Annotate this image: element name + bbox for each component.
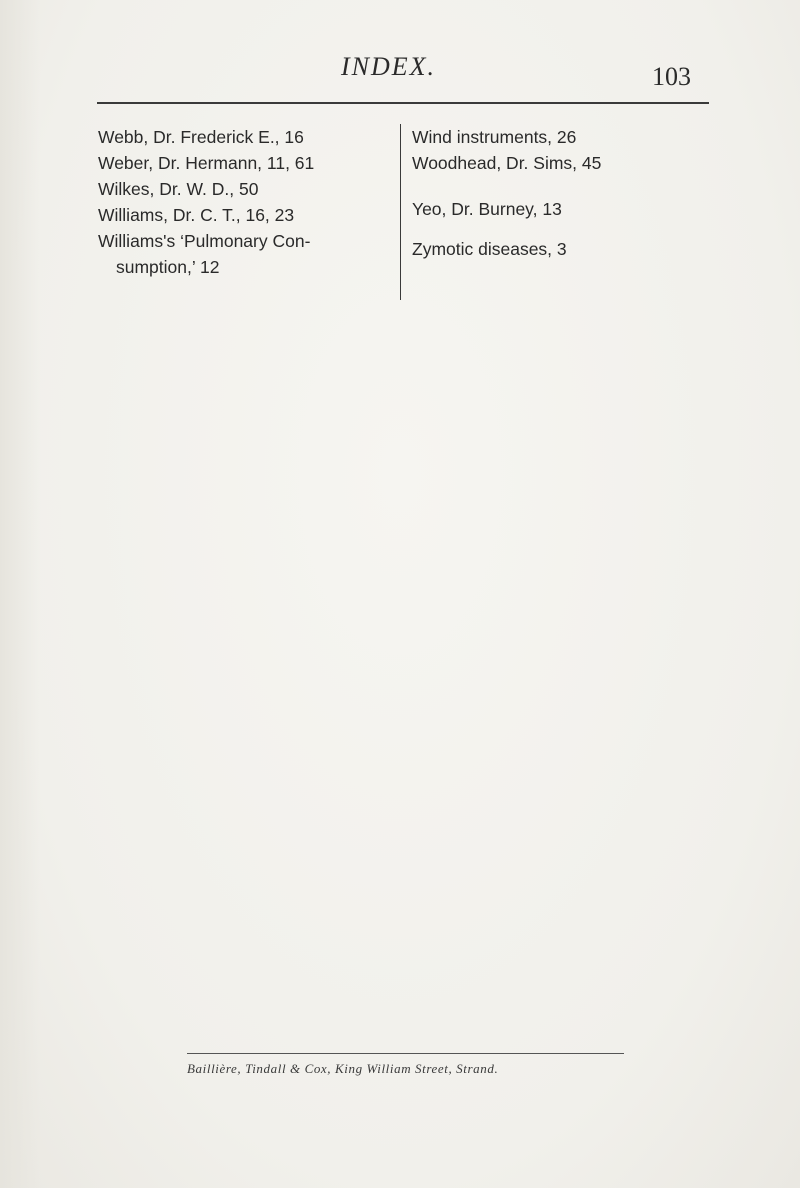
index-entry-continuation: sumption,’ 12 — [116, 257, 220, 277]
page-gutter-shadow — [0, 0, 40, 1188]
index-column-right — [412, 124, 702, 262]
page-number: 103 — [652, 62, 691, 91]
index-entry: Yeo, Dr. Burney, 13 — [412, 199, 562, 219]
index-entry: Williams's ‘Pulmonary Con- — [98, 231, 311, 251]
index-entry: Zymotic diseases, 3 — [412, 239, 567, 259]
running-title: INDEX. — [341, 52, 437, 81]
index-entry: Wilkes, Dr. W. D., 50 — [98, 179, 259, 199]
imprint-rule — [187, 1053, 624, 1054]
column-divider — [400, 124, 401, 300]
printer-imprint: Baillière, Tindall & Cox, King William Street, Strand. — [187, 1061, 499, 1076]
index-entry: Webb, Dr. Frederick E., 16 — [98, 127, 304, 147]
index-entry: Woodhead, Dr. Sims, 45 — [412, 153, 602, 173]
header-rule — [97, 102, 709, 104]
index-entry: Wind instruments, 26 — [412, 127, 577, 147]
index-entry: Weber, Dr. Hermann, 11, 61 — [98, 153, 315, 173]
index-entry: Williams, Dr. C. T., 16, 23 — [98, 205, 295, 225]
index-column-left — [98, 124, 390, 280]
